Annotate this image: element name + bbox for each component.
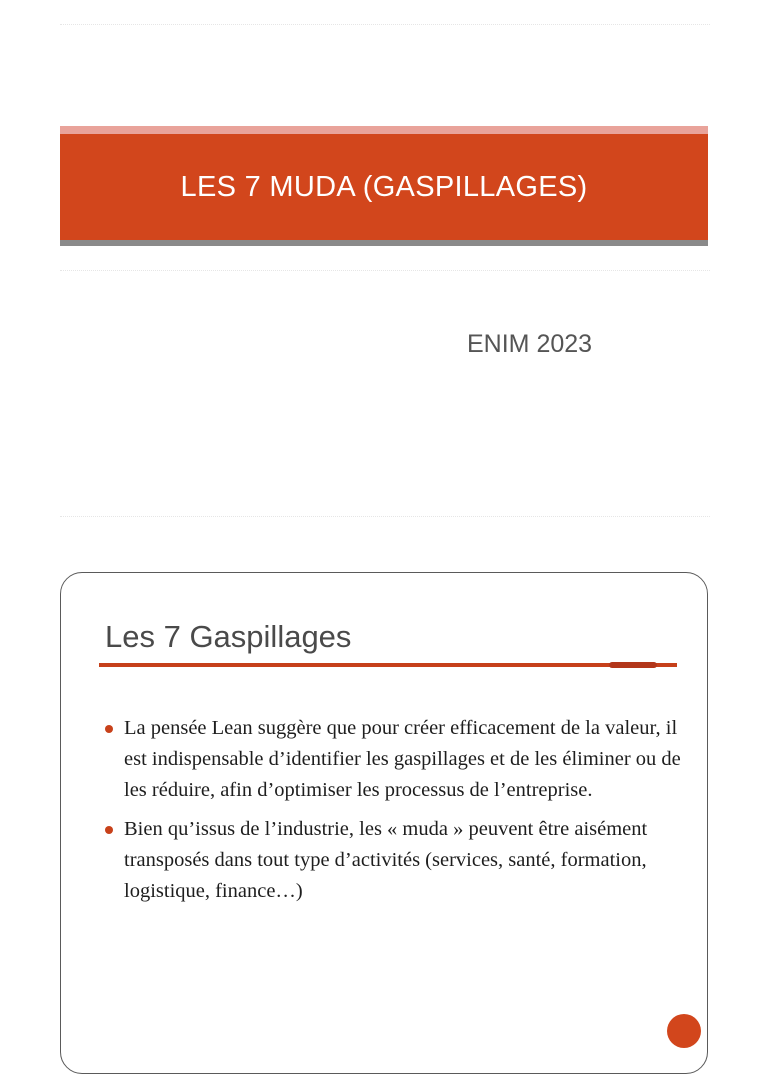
title-underline-accent — [609, 662, 657, 668]
bullet-list — [105, 713, 685, 915]
slide-2 — [60, 572, 708, 1074]
bullet-item — [105, 713, 685, 806]
slide-subtitle: ENIM 2023 — [467, 330, 593, 358]
bullet-text: La pensée Lean suggère que pour créer efficacement de la valeur, il est indispensable d’identifier les gaspillages et de les éliminer ou de les réduire, afin d’optimiser les processus de l’entreprise. — [124, 717, 681, 801]
slide-separator-top — [60, 24, 710, 25]
slide-separator-mid — [60, 270, 710, 271]
bullet-dot-icon — [105, 725, 113, 733]
bullet-item — [105, 814, 685, 907]
slide-2-title: Les 7 Gaspillages — [105, 619, 352, 654]
slide-corner-circle-icon — [667, 1014, 701, 1048]
slide-title: LES 7 MUDA (GASPILLAGES) — [180, 170, 588, 203]
title-band-shadow — [60, 240, 708, 246]
bullet-dot-icon — [105, 826, 113, 834]
title-band-highlight — [60, 126, 708, 134]
title-band — [60, 134, 708, 240]
slide-separator-bottom — [60, 516, 710, 517]
title-underline — [99, 663, 677, 667]
bullet-text: Bien qu’issus de l’industrie, les « muda » peuvent être aisément transposés dans tout type d’activités (services, santé, formation, logistique, finance…) — [124, 818, 648, 902]
